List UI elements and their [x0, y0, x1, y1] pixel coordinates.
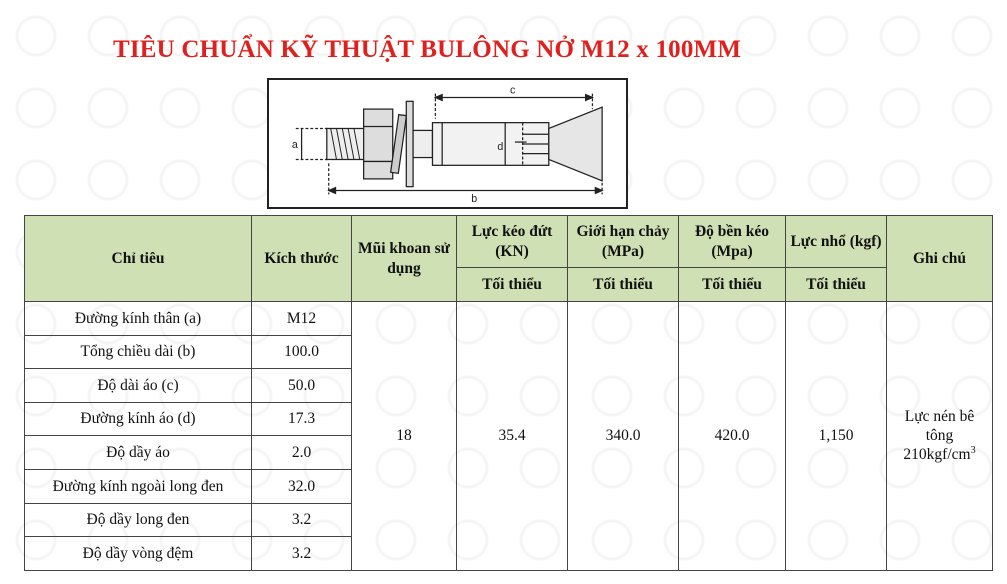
header-mui-khoan: Mũi khoan sử dụng	[352, 216, 457, 302]
label-a: a	[291, 138, 298, 151]
header-chi-tieu: Chỉ tiêu	[25, 216, 252, 302]
header-luc-keo-dut: Lực kéo đứt (KN)	[457, 216, 568, 268]
value-gioi-han-chay: 340.0	[568, 302, 679, 571]
row-name: Độ dầy long đen	[25, 503, 252, 537]
row-name: Độ dài áo (c)	[25, 369, 252, 403]
note-line2: 210kgf/cm	[903, 446, 971, 464]
value-luc-keo-dut: 35.4	[457, 302, 568, 571]
spec-table	[24, 215, 993, 571]
row-size: 3.2	[252, 503, 352, 537]
note-cell	[887, 302, 993, 571]
value-luc-nho: 1,150	[786, 302, 887, 571]
note-line1: Lực nén bê tông	[904, 407, 975, 445]
label-d: d	[497, 140, 504, 153]
header-ghi-chu: Ghi chú	[887, 216, 993, 302]
subheader-toi-thieu: Tối thiểu	[457, 268, 568, 302]
row-size: 100.0	[252, 335, 352, 369]
header-do-ben-keo: Độ bền kéo (Mpa)	[679, 216, 786, 268]
row-name: Độ dầy vòng đệm	[25, 537, 252, 571]
label-b: b	[471, 193, 478, 206]
bolt-drawing	[269, 80, 626, 207]
table-row	[25, 302, 993, 336]
row-name: Độ dầy áo	[25, 436, 252, 470]
row-size: 3.2	[252, 537, 352, 571]
row-name: Đường kính thân (a)	[25, 302, 252, 336]
header-luc-nho: Lực nhổ (kgf)	[786, 216, 887, 268]
row-name: Đường kính áo (d)	[25, 402, 252, 436]
row-name: Đường kính ngoài long đen	[25, 469, 252, 503]
row-name: Tổng chiều dài (b)	[25, 335, 252, 369]
row-size: 32.0	[252, 469, 352, 503]
row-size: 2.0	[252, 436, 352, 470]
page-title: TIÊU CHUẨN KỸ THUẬT BULÔNG NỞ M12 x 100MM	[113, 36, 742, 63]
header-kich-thuoc: Kích thước	[252, 216, 352, 302]
subheader-toi-thieu: Tối thiểu	[786, 268, 887, 302]
note-sup: 3	[970, 445, 976, 457]
value-mui-khoan: 18	[352, 302, 457, 571]
value-do-ben-keo: 420.0	[679, 302, 786, 571]
row-size: 50.0	[252, 369, 352, 403]
row-size: 17.3	[252, 402, 352, 436]
anchor-bolt-diagram	[267, 78, 628, 209]
subheader-toi-thieu: Tối thiểu	[679, 268, 786, 302]
header-gioi-han-chay: Giới hạn chảy (MPa)	[568, 216, 679, 268]
row-size: M12	[252, 302, 352, 336]
subheader-toi-thieu: Tối thiểu	[568, 268, 679, 302]
label-c: c	[510, 84, 516, 97]
